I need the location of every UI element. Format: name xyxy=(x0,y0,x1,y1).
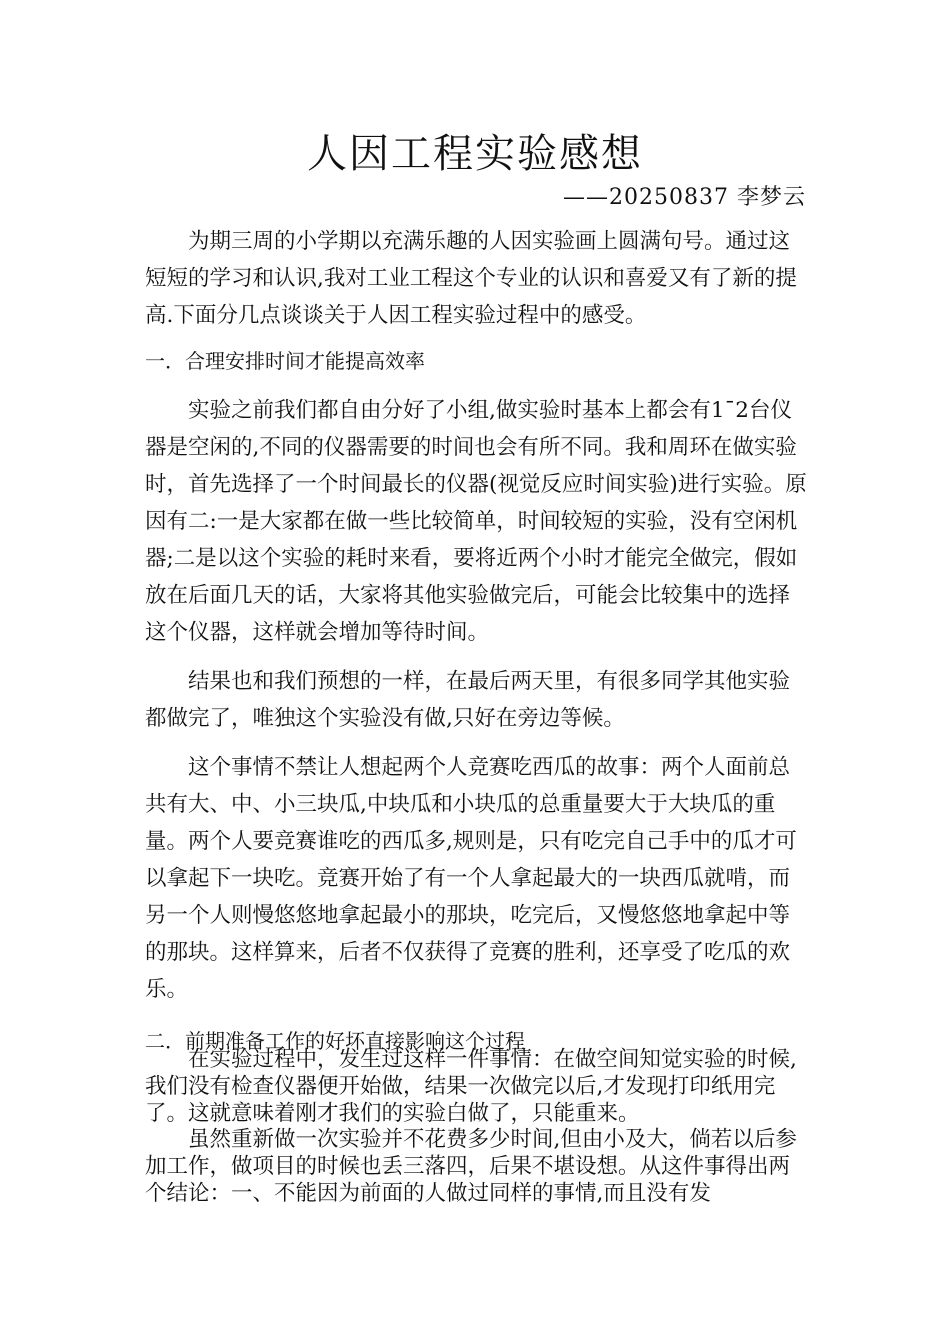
section-1-paragraph-3: 这个事情不禁让人想起两个人竞赛吃西瓜的故事：两个人面前总共有大、中、小三块瓜,中块瓜和小块瓜的总重量要大于大块瓜的重量。两个人要竞赛谁吃的西瓜多,规则是，只有吃完自己手中的瓜才可以拿起下一块吃。竞赛开始了有一个人拿起最大的一块西瓜就啃，而另一个人则慢悠悠地拿起最小的那块，吃完后，又慢悠悠地拿起中等的那块。这样算来，后者不仅获得了竞赛的胜利，还享受了吃瓜的欢乐。 xyxy=(145,755,797,1002)
section-2-paragraph-1: 在实验过程中，发生过这样一件事情：在做空间知觉实验的时候,我们没有检查仪器便开始做，结果一次做完以后,才发现打印纸用完了。这就意味着刚才我们的实验白做了，只能重来。 xyxy=(145,1047,797,1126)
section-2-paragraph-2: 虽然重新做一次实验并不花费多少时间,但由小及大，倘若以后参加工作，做项目的时候也丢三落四，后果不堪设想。从这件事得出两个结论：一、不能因为前面的人做过同样的事情,而且没有发 xyxy=(145,1127,797,1206)
document-title: 人因工程实验感想 xyxy=(307,131,643,177)
section-1-paragraph-1: 实验之前我们都自由分好了小组,做实验时基本上都会有1¯2台仪器是空闲的,不同的仪器需要的时间也会有所不同。我和周环在做实验时，首先选择了一个时间最长的仪器(视觉反应时间实验)进行实验。原因有二:一是大家都在做一些比较简单，时间较短的实验，没有空闲机器;二是以这个实验的耗时来看，要将近两个小时才能完全做完，假如放在后面几天的话，大家将其他实验做完后，可能会比较集中的选择这个仪器，这样就会增加等待时间。 xyxy=(145,398,807,645)
author-byline: ——20250837 李梦云 xyxy=(563,185,806,210)
section-1-paragraph-2: 结果也和我们预想的一样，在最后两天里，有很多同学其他实验都做完了，唯独这个实验没有做,只好在旁边等候。 xyxy=(145,669,791,731)
intro-paragraph: 为期三周的小学期以充满乐趣的人因实验画上圆满句号。通过这短短的学习和认识,我对工业工程这个专业的认识和喜爱又有了新的提高.下面分几点谈谈关于人因工程实验过程中的感受。 xyxy=(145,229,797,328)
section-2-heading: 二．前期准备工作的好坏直接影响这个过程 xyxy=(145,1029,525,1053)
section-1-heading: 一．合理安排时间才能提高效率 xyxy=(145,349,425,373)
